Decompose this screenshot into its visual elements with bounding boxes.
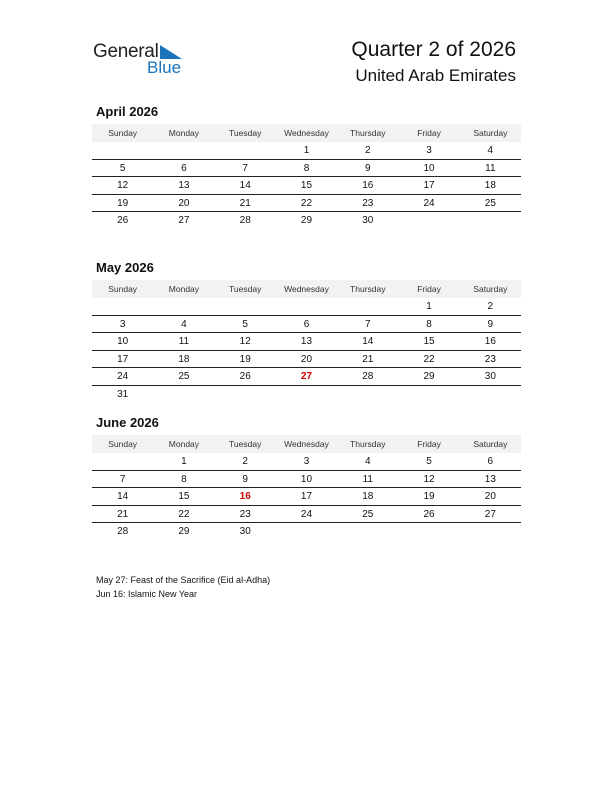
- date-cell: 22: [300, 197, 313, 209]
- date-cell: 9: [242, 473, 248, 485]
- generalblue-logo: [93, 40, 193, 80]
- weekday-label: Friday: [417, 128, 441, 138]
- week-row: [92, 316, 521, 334]
- date-cell: 4: [364, 456, 371, 467]
- weekday-label: Thursday: [350, 439, 386, 449]
- weekday-header-row: [92, 124, 521, 142]
- date-cell: [153, 386, 214, 404]
- weekday-label: Saturday: [473, 128, 508, 138]
- date-cell: [398, 523, 459, 541]
- date-cell: 14: [362, 336, 374, 347]
- date-cell: 21: [362, 353, 374, 365]
- week-row: [92, 298, 521, 316]
- weekday-label: Sunday: [108, 439, 138, 449]
- country-subtitle: United Arab Emirates: [355, 66, 516, 85]
- date-cell: 27: [178, 215, 190, 226]
- date-cell: 4: [487, 145, 494, 156]
- date-cell: 25: [362, 508, 374, 520]
- date-cell: 4: [181, 318, 187, 330]
- date-cell: 14: [239, 180, 251, 191]
- date-cell: 18: [484, 180, 496, 191]
- weekday-header-row: [92, 280, 521, 298]
- date-cell: 29: [178, 526, 190, 537]
- date-cell: 15: [423, 336, 435, 347]
- date-cell: 6: [181, 162, 187, 174]
- date-cell: 2: [487, 301, 494, 312]
- date-cell: 1: [303, 145, 310, 156]
- date-cell: [276, 523, 337, 541]
- date-cell: 5: [242, 318, 248, 330]
- date-cell: [215, 142, 276, 159]
- holiday-date-cell: 27: [300, 371, 313, 382]
- month-calendar-april: [92, 103, 521, 230]
- date-cell: 12: [423, 473, 435, 485]
- date-cell: 30: [239, 526, 251, 537]
- date-cell: [215, 386, 276, 404]
- date-cell: 6: [487, 456, 494, 467]
- date-cell: [92, 298, 153, 315]
- date-cell: 30: [362, 215, 374, 226]
- date-cell: 11: [485, 162, 496, 174]
- date-cell: 15: [300, 180, 313, 191]
- weeks-container: [92, 142, 521, 230]
- date-cell: 29: [423, 371, 435, 382]
- week-row: [92, 506, 521, 524]
- weekday-label: Monday: [168, 439, 200, 449]
- weekday-label: Friday: [417, 284, 441, 294]
- date-cell: 20: [484, 491, 496, 502]
- date-cell: 17: [117, 353, 129, 365]
- date-cell: 16: [484, 336, 496, 347]
- weekday-label: Wednesday: [284, 439, 329, 449]
- date-cell: 2: [364, 145, 371, 156]
- date-cell: 26: [423, 508, 435, 520]
- date-cell: 24: [423, 197, 435, 209]
- date-cell: 12: [239, 336, 251, 347]
- week-row: [92, 160, 521, 178]
- date-cell: 23: [239, 508, 251, 520]
- date-cell: 24: [117, 371, 129, 382]
- logo-text-blue: Blue: [147, 58, 182, 77]
- date-cell: 13: [484, 473, 496, 485]
- week-row: [92, 177, 521, 195]
- date-cell: 10: [300, 473, 313, 485]
- date-cell: 10: [117, 336, 129, 347]
- date-cell: 19: [117, 197, 129, 209]
- date-cell: 5: [119, 162, 126, 174]
- date-cell: 8: [181, 473, 187, 485]
- date-cell: 29: [300, 215, 313, 226]
- date-cell: 15: [178, 491, 190, 502]
- logo-text-general: General: [93, 41, 159, 62]
- date-cell: 25: [484, 197, 496, 209]
- weekday-label: Wednesday: [284, 284, 329, 294]
- date-cell: 19: [239, 353, 251, 365]
- date-cell: 26: [239, 371, 251, 382]
- date-cell: 20: [178, 197, 190, 209]
- week-row: [92, 333, 521, 351]
- week-row: [92, 386, 521, 404]
- date-cell: 21: [239, 197, 251, 209]
- month-title: June 2026: [96, 415, 159, 430]
- month-title: April 2026: [96, 104, 159, 119]
- date-cell: 13: [300, 336, 313, 347]
- date-cell: [460, 386, 521, 404]
- date-cell: 3: [119, 318, 126, 330]
- date-cell: 23: [362, 197, 374, 209]
- weeks-container: [92, 453, 521, 541]
- month-title: May 2026: [96, 260, 154, 275]
- holiday-note: May 27: Feast of the Sacrifice (Eid al-Adha): [96, 575, 271, 585]
- date-cell: [153, 298, 214, 315]
- week-row: [92, 142, 521, 160]
- date-cell: [460, 212, 521, 230]
- date-cell: 25: [178, 371, 190, 382]
- date-cell: 7: [242, 162, 248, 174]
- date-cell: 7: [119, 473, 126, 485]
- date-cell: 2: [242, 456, 248, 467]
- week-row: [92, 351, 521, 369]
- date-cell: 21: [117, 508, 129, 520]
- date-cell: 26: [117, 215, 129, 226]
- month-calendar-may: [92, 259, 521, 403]
- date-cell: [337, 523, 398, 541]
- week-row: [92, 488, 521, 506]
- date-cell: 10: [423, 162, 435, 174]
- date-cell: 17: [423, 180, 435, 191]
- date-cell: 8: [426, 318, 432, 330]
- weekday-label: Monday: [168, 284, 200, 294]
- date-cell: 16: [362, 180, 374, 191]
- date-cell: [276, 298, 337, 315]
- weekday-label: Monday: [168, 128, 200, 138]
- date-cell: [153, 142, 214, 159]
- date-cell: 12: [117, 180, 129, 191]
- week-row: [92, 453, 521, 471]
- date-cell: 28: [239, 215, 251, 226]
- weekday-label: Thursday: [350, 284, 386, 294]
- week-row: [92, 368, 521, 386]
- date-cell: 17: [300, 491, 313, 502]
- weekday-label: Tuesday: [229, 284, 262, 294]
- week-row: [92, 195, 521, 213]
- date-cell: 18: [178, 353, 190, 365]
- date-cell: 3: [426, 145, 432, 156]
- date-cell: 8: [303, 162, 310, 174]
- date-cell: [460, 523, 521, 541]
- weekday-label: Saturday: [473, 439, 508, 449]
- date-cell: [337, 386, 398, 404]
- date-cell: 9: [487, 318, 494, 330]
- date-cell: 28: [117, 526, 129, 537]
- weekday-header-row: [92, 435, 521, 453]
- date-cell: [92, 142, 153, 159]
- date-cell: 7: [364, 318, 371, 330]
- weekday-label: Sunday: [108, 284, 138, 294]
- date-cell: 31: [117, 388, 129, 400]
- weekday-label: Friday: [417, 439, 441, 449]
- holiday-date-cell: 16: [239, 491, 251, 502]
- weekday-label: Sunday: [108, 128, 138, 138]
- date-cell: [92, 453, 153, 470]
- date-cell: 14: [117, 491, 129, 502]
- holiday-note: Jun 16: Islamic New Year: [96, 589, 198, 599]
- date-cell: 22: [178, 508, 190, 520]
- logo-triangle-icon: [160, 45, 182, 59]
- holiday-notes: [96, 573, 270, 601]
- week-row: [92, 212, 521, 230]
- month-calendar-june: [92, 414, 521, 541]
- date-cell: 11: [178, 336, 190, 347]
- date-cell: 27: [484, 508, 496, 520]
- date-cell: 3: [303, 456, 310, 467]
- date-cell: 5: [426, 456, 432, 467]
- date-cell: 18: [362, 491, 374, 502]
- date-cell: [337, 298, 398, 315]
- date-cell: 24: [300, 508, 313, 520]
- date-cell: 23: [484, 353, 496, 365]
- date-cell: 1: [181, 456, 187, 467]
- date-cell: [215, 298, 276, 315]
- date-cell: [398, 212, 459, 230]
- weekday-label: Tuesday: [229, 128, 262, 138]
- weekday-label: Tuesday: [229, 439, 262, 449]
- date-cell: [398, 386, 459, 404]
- date-cell: 19: [423, 491, 435, 502]
- date-cell: 20: [300, 353, 313, 365]
- date-cell: 30: [484, 371, 496, 382]
- date-cell: [276, 386, 337, 404]
- weekday-label: Thursday: [350, 128, 386, 138]
- date-cell: 6: [303, 318, 310, 330]
- weekday-label: Saturday: [473, 284, 508, 294]
- date-cell: 13: [178, 180, 190, 191]
- date-cell: 11: [362, 473, 373, 485]
- weeks-container: [92, 298, 521, 403]
- weekday-label: Wednesday: [284, 128, 329, 138]
- week-row: [92, 523, 521, 541]
- date-cell: 9: [364, 162, 371, 174]
- date-cell: 22: [423, 353, 435, 365]
- page-title: Quarter 2 of 2026: [351, 38, 516, 61]
- date-cell: 1: [426, 301, 432, 312]
- date-cell: 28: [362, 371, 374, 382]
- week-row: [92, 471, 521, 489]
